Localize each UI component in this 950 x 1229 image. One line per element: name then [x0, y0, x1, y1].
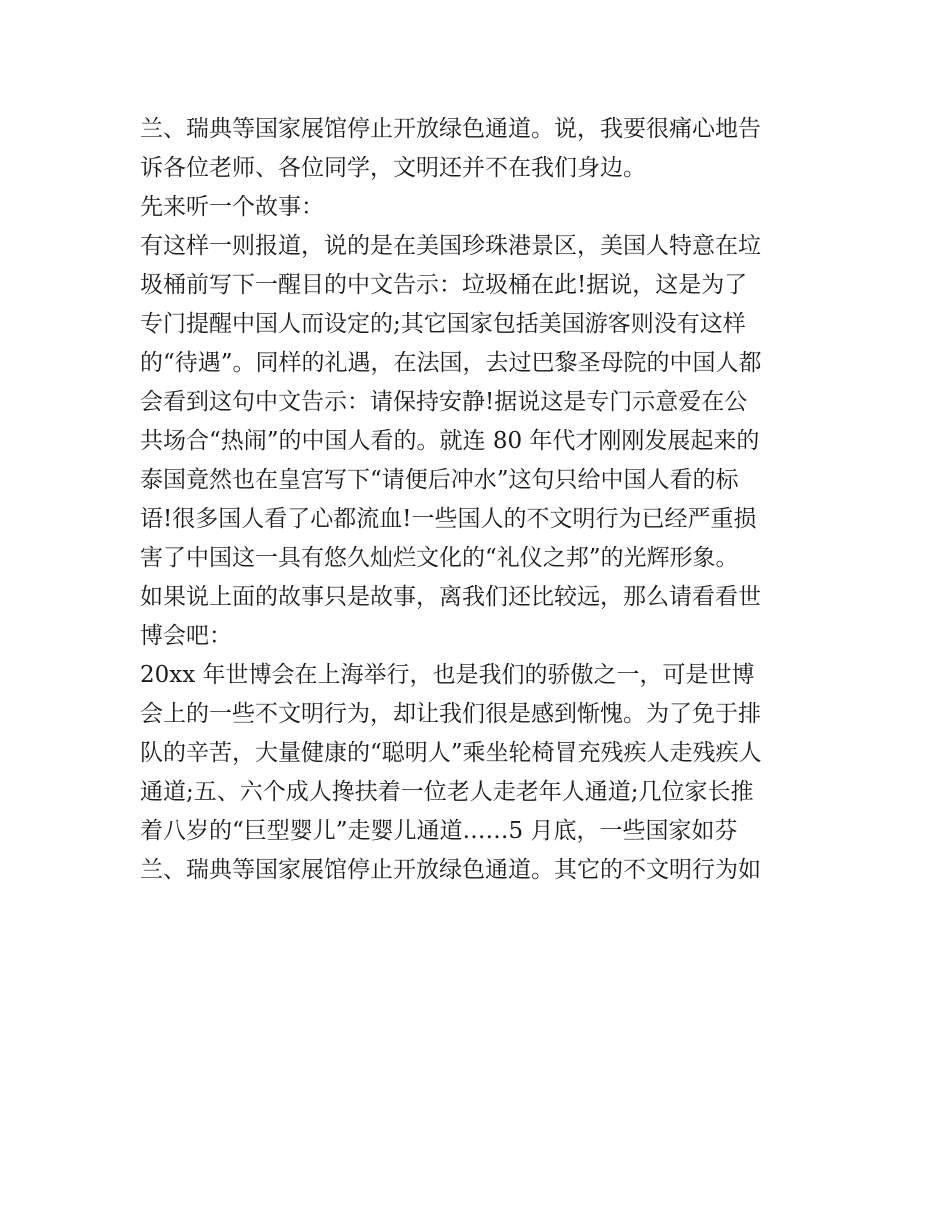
text-line: 共场合“热闹”的中国人看的。就连 80 年代才刚刚发展起来的: [140, 428, 760, 454]
text-line: 的“待遇”。同样的礼遇，在法国，去过巴黎圣母院的中国人都: [140, 350, 762, 376]
text-line: 博会吧：: [140, 623, 232, 649]
text-line: 会看到这句中文告示：请保持安静!据说这是专门示意爱在公: [140, 389, 748, 415]
text-line: 着八岁的“巨型婴儿”走婴儿通道……5 月底，一些国家如芬: [140, 818, 738, 844]
text-line: 害了中国这一具有悠久灿烂文化的“礼仪之邦”的光辉形象。: [140, 545, 739, 571]
text-line: 20xx 年世博会在上海举行，也是我们的骄傲之一，可是世博: [140, 662, 755, 688]
text-line: 通道;五、六个成人搀扶着一位老人走老年人通道;几位家长推: [140, 779, 754, 805]
text-line: 兰、瑞典等国家展馆停止开放绿色通道。其它的不文明行为如: [140, 857, 761, 883]
text-line: 泰国竟然也在皇宫写下“请便后冲水”这句只给中国人看的标: [140, 467, 739, 493]
text-line: 专门提醒中国人而设定的;其它国家包括美国游客则没有这样: [140, 311, 746, 337]
text-line: 兰、瑞典等国家展馆停止开放绿色通道。说，我要很痛心地告: [140, 116, 761, 142]
text-line: 有这样一则报道，说的是在美国珍珠港景区，美国人特意在垃: [140, 233, 761, 259]
text-line: 如果说上面的故事只是故事，离我们还比较远，那么请看看世: [140, 584, 761, 610]
text-line: 语!很多国人看了心都流血!一些国人的不文明行为已经严重损: [140, 506, 757, 532]
text-line: 诉各位老师、各位同学，文明还并不在我们身边。: [140, 155, 646, 181]
text-line: 先来听一个故事：: [140, 194, 324, 220]
body-text: [140, 110, 820, 890]
text-line: 会上的一些不文明行为，却让我们很是感到惭愧。为了免于排: [140, 701, 761, 727]
text-line: 队的辛苦，大量健康的“聪明人”乘坐轮椅冒充残疾人走残疾人: [140, 740, 762, 766]
text-line: 圾桶前写下一醒目的中文告示：垃圾桶在此!据说，这是为了: [140, 272, 748, 298]
